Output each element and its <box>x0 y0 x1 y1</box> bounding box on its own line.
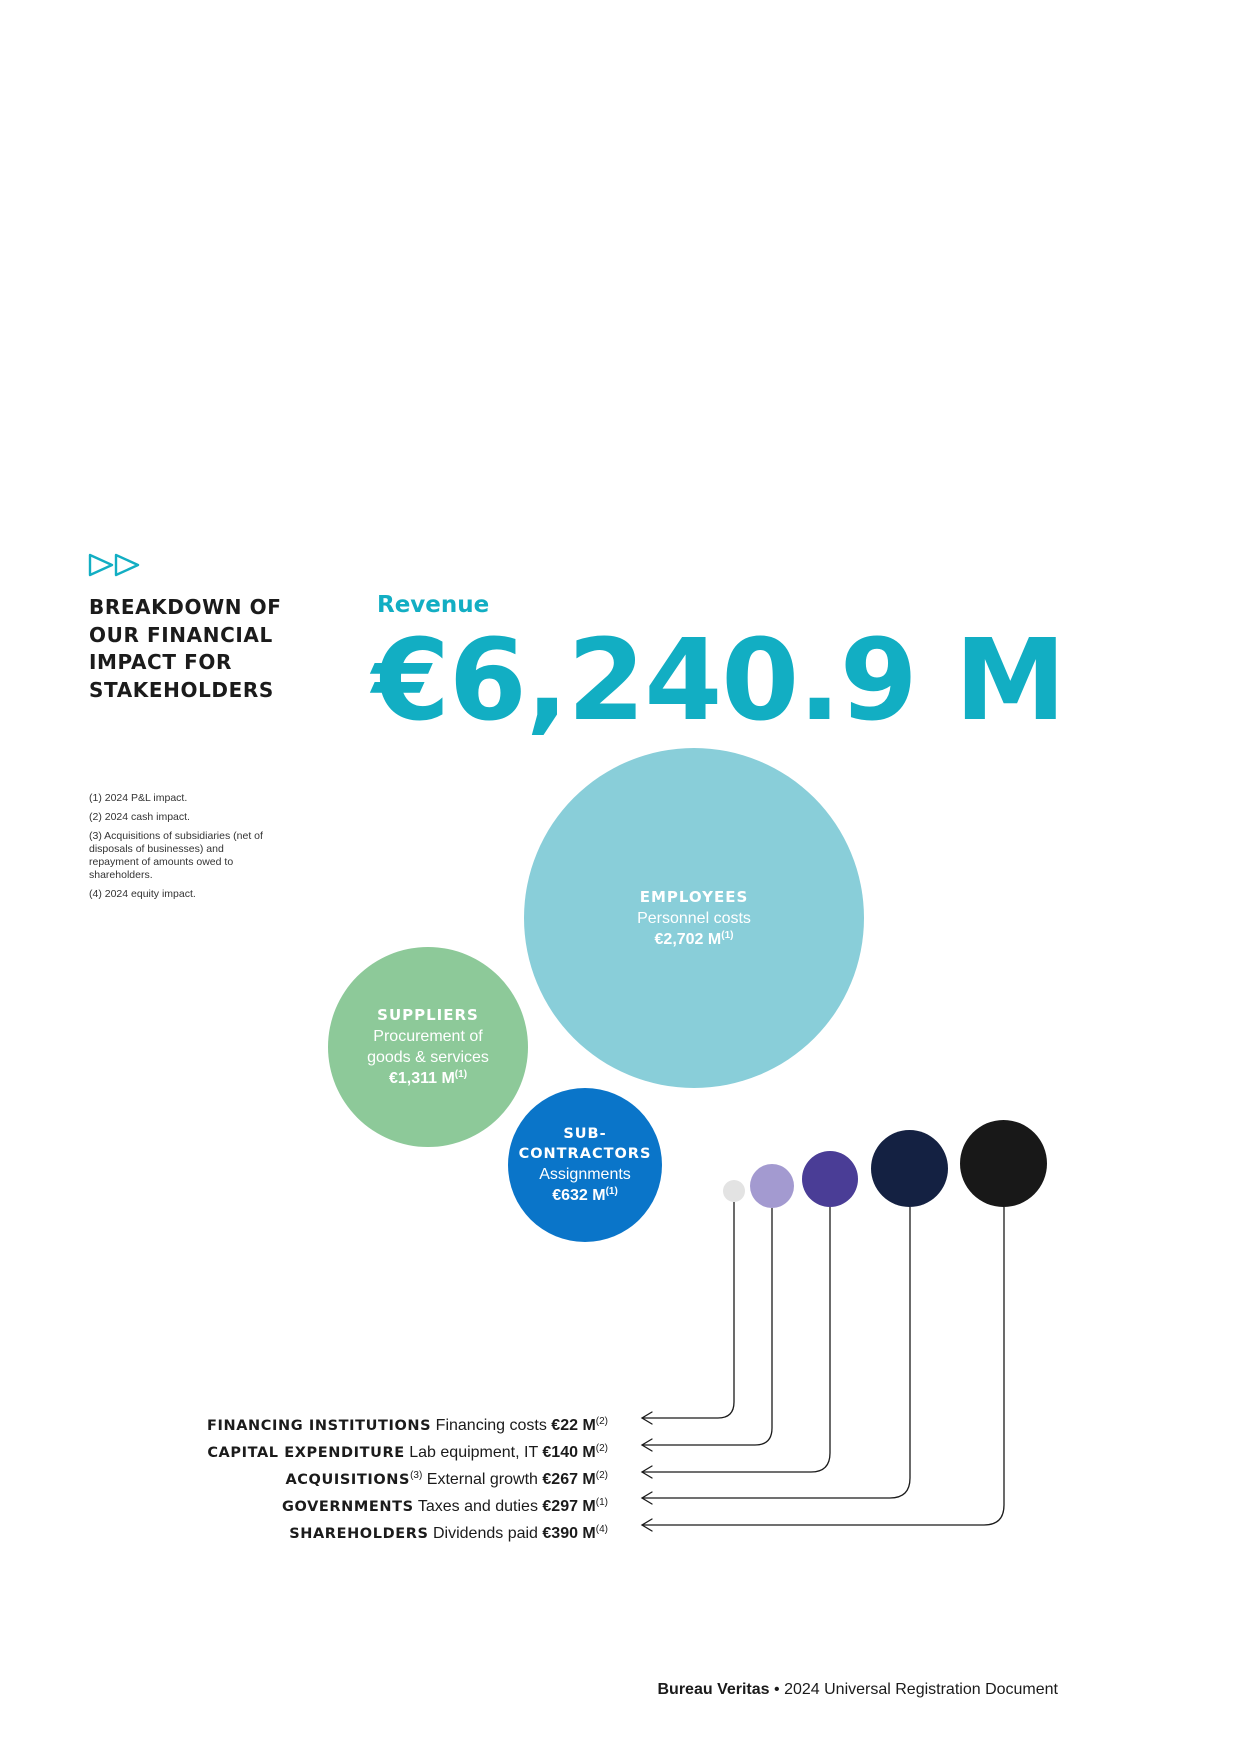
suppliers-note: (1) <box>454 1069 468 1080</box>
footnote-4: (4) 2024 equity impact. <box>89 888 196 900</box>
revenue-value: €6,240.9 M <box>372 616 1066 746</box>
flow-name: CAPITAL EXPENDITURE <box>207 1445 405 1461</box>
footnote-3: (3) Acquisitions of subsidiaries (net of disposals of businesses) and repayment of amounts owed to shareholders. <box>89 830 263 881</box>
flow-value: €390 M <box>542 1525 596 1542</box>
flow-desc: External growth <box>426 1471 538 1488</box>
suppliers-title: SUPPLIERS <box>377 1006 479 1024</box>
flow-desc: Lab equipment, IT <box>409 1444 538 1461</box>
subcontractors-value: €632 M <box>552 1187 606 1204</box>
flow-governments <box>207 1493 608 1520</box>
footnote-1: (1) 2024 P&L impact. <box>89 792 188 804</box>
page-title-line: OUR FINANCIAL <box>89 622 273 647</box>
flow-name: FINANCING INSTITUTIONS <box>206 1418 432 1434</box>
subcontractors-title-line-2: CONTRACTORS <box>518 1146 652 1162</box>
subcontractors-title-line-1: SUB- <box>563 1126 607 1142</box>
flow-name: GOVERNMENTS <box>282 1499 414 1515</box>
flow-note: (2) <box>595 1470 608 1481</box>
employees-note: (1) <box>721 929 734 941</box>
flow-capital-expenditure <box>207 1439 608 1466</box>
subcontractors-note: (1) <box>605 1186 618 1197</box>
employees-desc: Personnel costs <box>637 909 751 927</box>
flow-name-note: (3) <box>410 1470 423 1481</box>
flow-desc: Taxes and duties <box>417 1498 538 1515</box>
flow-note: (1) <box>595 1497 608 1508</box>
flow-note: (4) <box>595 1524 608 1535</box>
footer-separator: • <box>774 1681 780 1698</box>
suppliers-desc-line-1: Procurement of <box>373 1028 483 1045</box>
governments-connector <box>642 1207 910 1498</box>
flow-name: ACQUISITIONS <box>285 1472 411 1488</box>
flow-acquisitions <box>207 1466 608 1493</box>
shareholders-connector <box>642 1207 1004 1525</box>
page-title-line: IMPACT FOR <box>89 650 232 674</box>
footer-brand: Bureau Veritas <box>657 1681 770 1698</box>
subcontractors-desc: Assignments <box>539 1166 631 1183</box>
suppliers-value: €1,311 M <box>388 1070 455 1087</box>
footer-document-title: 2024 Universal Registration Document <box>784 1681 1058 1698</box>
footnote-2: (2) 2024 cash impact. <box>89 811 190 823</box>
flow-value: €267 M <box>542 1471 596 1488</box>
page-title-line: BREAKDOWN OF <box>89 595 282 619</box>
suppliers-desc-line-2: goods & services <box>367 1049 489 1066</box>
page-footer <box>658 1681 1059 1699</box>
financing-connector <box>642 1202 734 1418</box>
flow-value: €140 M <box>542 1444 596 1461</box>
flow-note: (2) <box>595 1443 608 1454</box>
acquisitions-connector <box>642 1207 830 1472</box>
capex-connector <box>642 1208 772 1445</box>
flow-financing-institutions <box>207 1412 608 1439</box>
flow-name: SHAREHOLDERS <box>289 1526 429 1542</box>
employees-value: €2,702 M <box>654 930 722 948</box>
flow-shareholders <box>207 1520 608 1547</box>
flow-value: €297 M <box>542 1498 596 1515</box>
flow-note: (2) <box>595 1416 608 1427</box>
employees-title: EMPLOYEES <box>639 887 749 906</box>
flow-desc: Dividends paid <box>432 1525 538 1542</box>
page-title-line: STAKEHOLDERS <box>89 677 274 702</box>
stakeholder-flows <box>207 1412 608 1547</box>
flow-desc: Financing costs <box>435 1417 547 1434</box>
flow-value: €22 M <box>551 1417 596 1434</box>
revenue-label: Revenue <box>377 592 490 618</box>
